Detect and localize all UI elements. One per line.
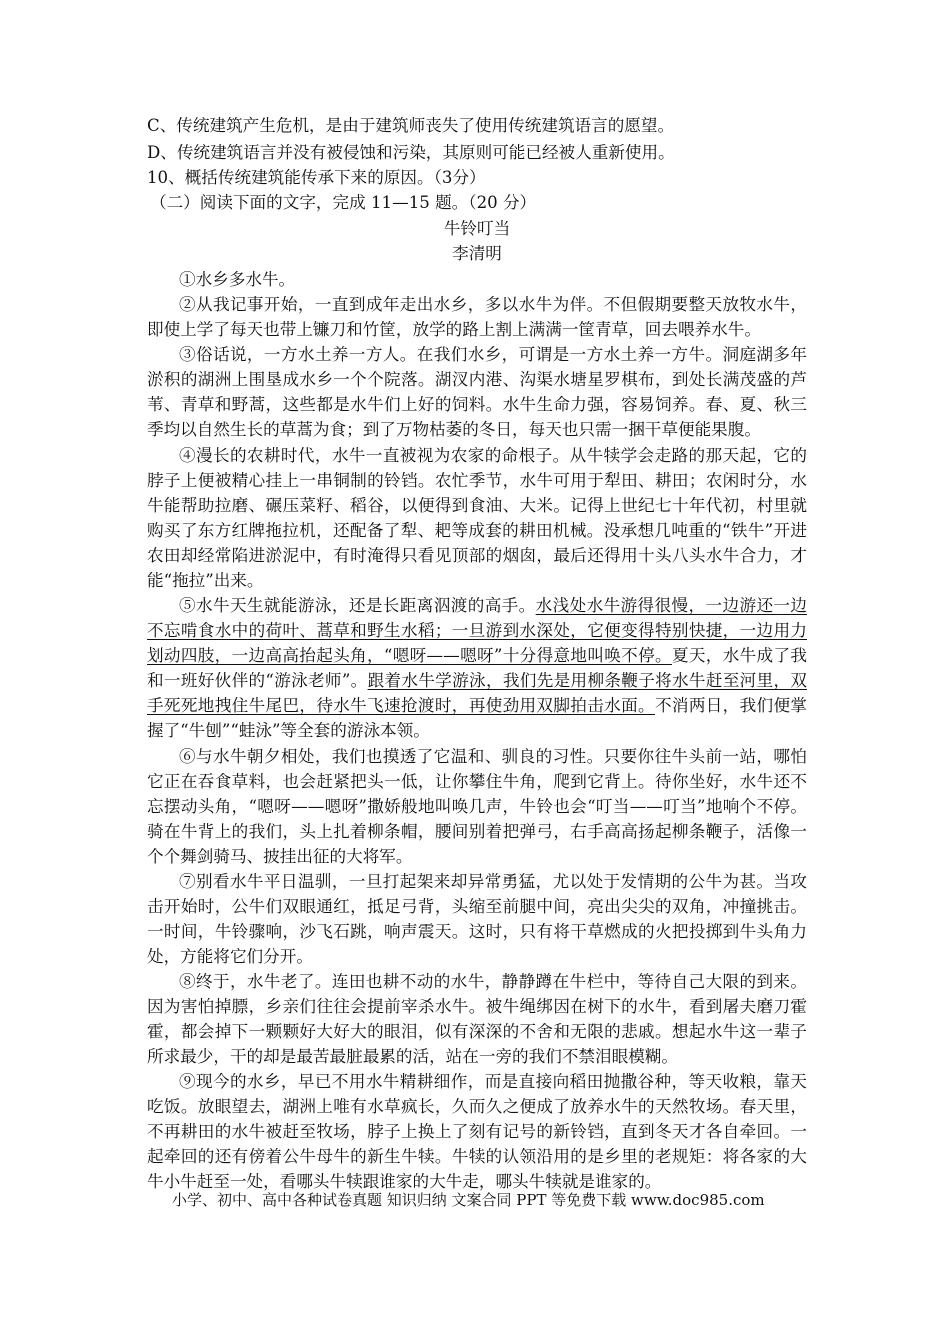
paragraph-5	[147, 593, 807, 744]
article-author: 李清明	[452, 244, 502, 263]
paragraph-5-end: 不消两日，我们便掌握了“牛刨”“蛙泳”等全套的游泳本领。	[147, 696, 808, 741]
paragraph-5-underlined-2: 跟着水牛学游泳，我们先是用柳条鞭子将水牛赶至河里，双手死死地拽住牛尾巴，待水牛飞速抢渡时，再使劲用双脚拍击水面。	[147, 671, 808, 716]
paragraph-5-intro: ⑤水牛天生就能游泳，还是长距离泅渡的高手。	[179, 596, 536, 615]
paragraph-1: ①水乡多水牛。	[179, 270, 296, 289]
paragraph-5-middle: 夏天，水牛成了我和一班好伙伴的“游泳老师”。	[147, 646, 807, 691]
paragraph-5-underlined-1: 水浅处水牛游得很慢，一边游还一边不忘啃食水中的荷叶、蒿草和野生水稻；一旦游到水深处，它便变得特别快捷，一边用力划动四肢，一边高高抬起头角，“嗯呀——嗯呀”十分得意地叫唤不停。	[147, 596, 808, 666]
paragraph-2: ②从我记事开始，一直到成年走出水乡，多以水牛为伴。不但假期要整天放牧水牛，即使上学了每天也带上镰刀和竹筐，放学的路上割上满满一筐青草，回去喂养水牛。	[147, 295, 807, 340]
paragraph-6: ⑥与水牛朝夕相处，我们也摸透了它温和、驯良的习性。只要你往牛头前一站，哪怕它正在吞食草料，也会赶紧把头一低，让你攀住牛角，爬到它背上。待你坐好，水牛还不忘摆动头角，“嗯呀——嗯呀”撒娇般地叫唤几声，牛铃也会“叮当——叮当”地响个不停。骑在牛背上的我们，头上扎着柳条帽，腰间别着把弹弓，右手高高扬起柳条鞭子，活像一个个舞剑骑马、披挂出征的大将军。	[147, 747, 807, 867]
paragraph-9: ⑨现今的水乡，早已不用水牛精耕细作，而是直接向稻田抛撒谷种，等天收粮，靠天吃饭。放眼望去，湖洲上唯有水草疯长，久而久之便成了放养水牛的天然牧场。春天里，不再耕田的水牛被赶至牧场，脖子上换上了刻有记号的新铃铛，直到冬天才各自牵回。一起牵回的还有傍着公牛母牛的新生牛犊。牛犊的认领沿用的是乡里的老规矩：将各家的大牛小牛赶至一处，看哪头牛犊跟谁家的大牛走，哪头牛犊就是谁家的。	[147, 1072, 807, 1192]
paragraph-4: ④漫长的农耕时代，水牛一直被视为农家的命根子。从牛犊学会走路的那天起，它的脖子上便被精心挂上一串铜制的铃铛。农忙季节，水牛可用于犁田、耕田；农闲时分，水牛能帮助拉磨、碾压菜籽、稻谷，以便得到食油、大米。记得上世纪七十年代初，村里就购买了东方红牌拖拉机，还配备了犁、耙等成套的耕田机械。没承想几吨重的“铁牛”开进农田却经常陷进淤泥中，有时淹得只看见顶部的烟囱，最后还得用十头八头水牛合力，才能“拖拉”出来。	[147, 446, 807, 591]
section-heading: （二）阅读下面的文字，完成 11—15 题。（20 分）	[150, 193, 537, 212]
option-d: D、传统建筑语言并没有被侵蚀和污染，其原则可能已经被人重新使用。	[147, 143, 675, 162]
paragraph-7: ⑦别看水牛平日温驯，一旦打起架来却异常勇猛，尤以处于发情期的公牛为甚。当攻击开始时，公牛们双眼通红，抵足弓背，头缩至前腿中间，亮出尖尖的双角，冲撞挑击。一时间，牛铃骤响，沙飞石跳，响声震天。这时，只有将干草燃成的火把投掷到牛头角力处，方能将它们分开。	[147, 872, 807, 967]
article-title: 牛铃叮当	[443, 219, 511, 238]
option-c: C、传统建筑产生危机，是由于建筑师丧失了使用传统建筑语言的愿望。	[147, 116, 675, 135]
paragraph-8: ⑧终于，水牛老了。连田也耕不动的水牛，静静蹲在牛栏中，等待自己大限的到来。因为害怕掉膘，乡亲们往往会提前宰杀水牛。被牛绳绑因在树下的水牛，看到屠夫磨刀霍霍，都会掉下一颗颗好大好大的眼泪，似有深深的不舍和无限的悲戚。想起水牛这一辈子所求最少，干的却是最苦最脏最累的活，站在一旁的我们不禁泪眼模糊。	[147, 972, 807, 1067]
question-10: 10、概括传统建筑能传承下来的原因。（3分）	[147, 168, 486, 187]
footer-banner: 小学、初中、高中各种试卷真题 知识归纳 文案合同 PPT 等免费下载 www.doc985.com	[172, 1191, 765, 1209]
paragraph-3: ③俗话说，一方水土养一方人。在我们水乡，可谓是一方水土养一方牛。洞庭湖多年淤积的湖洲上围垦成水乡一个个院落。湖汊内港、沟渠水塘星罗棋布，到处长满茂盛的芦苇、青草和野蒿，这些都是水牛们上好的饲料。水牛生命力强，容易饲养。春、夏、秋三季均以自然生长的草蒿为食；到了万物枯萎的冬日，每天也只需一捆干草便能果腹。	[147, 345, 807, 440]
